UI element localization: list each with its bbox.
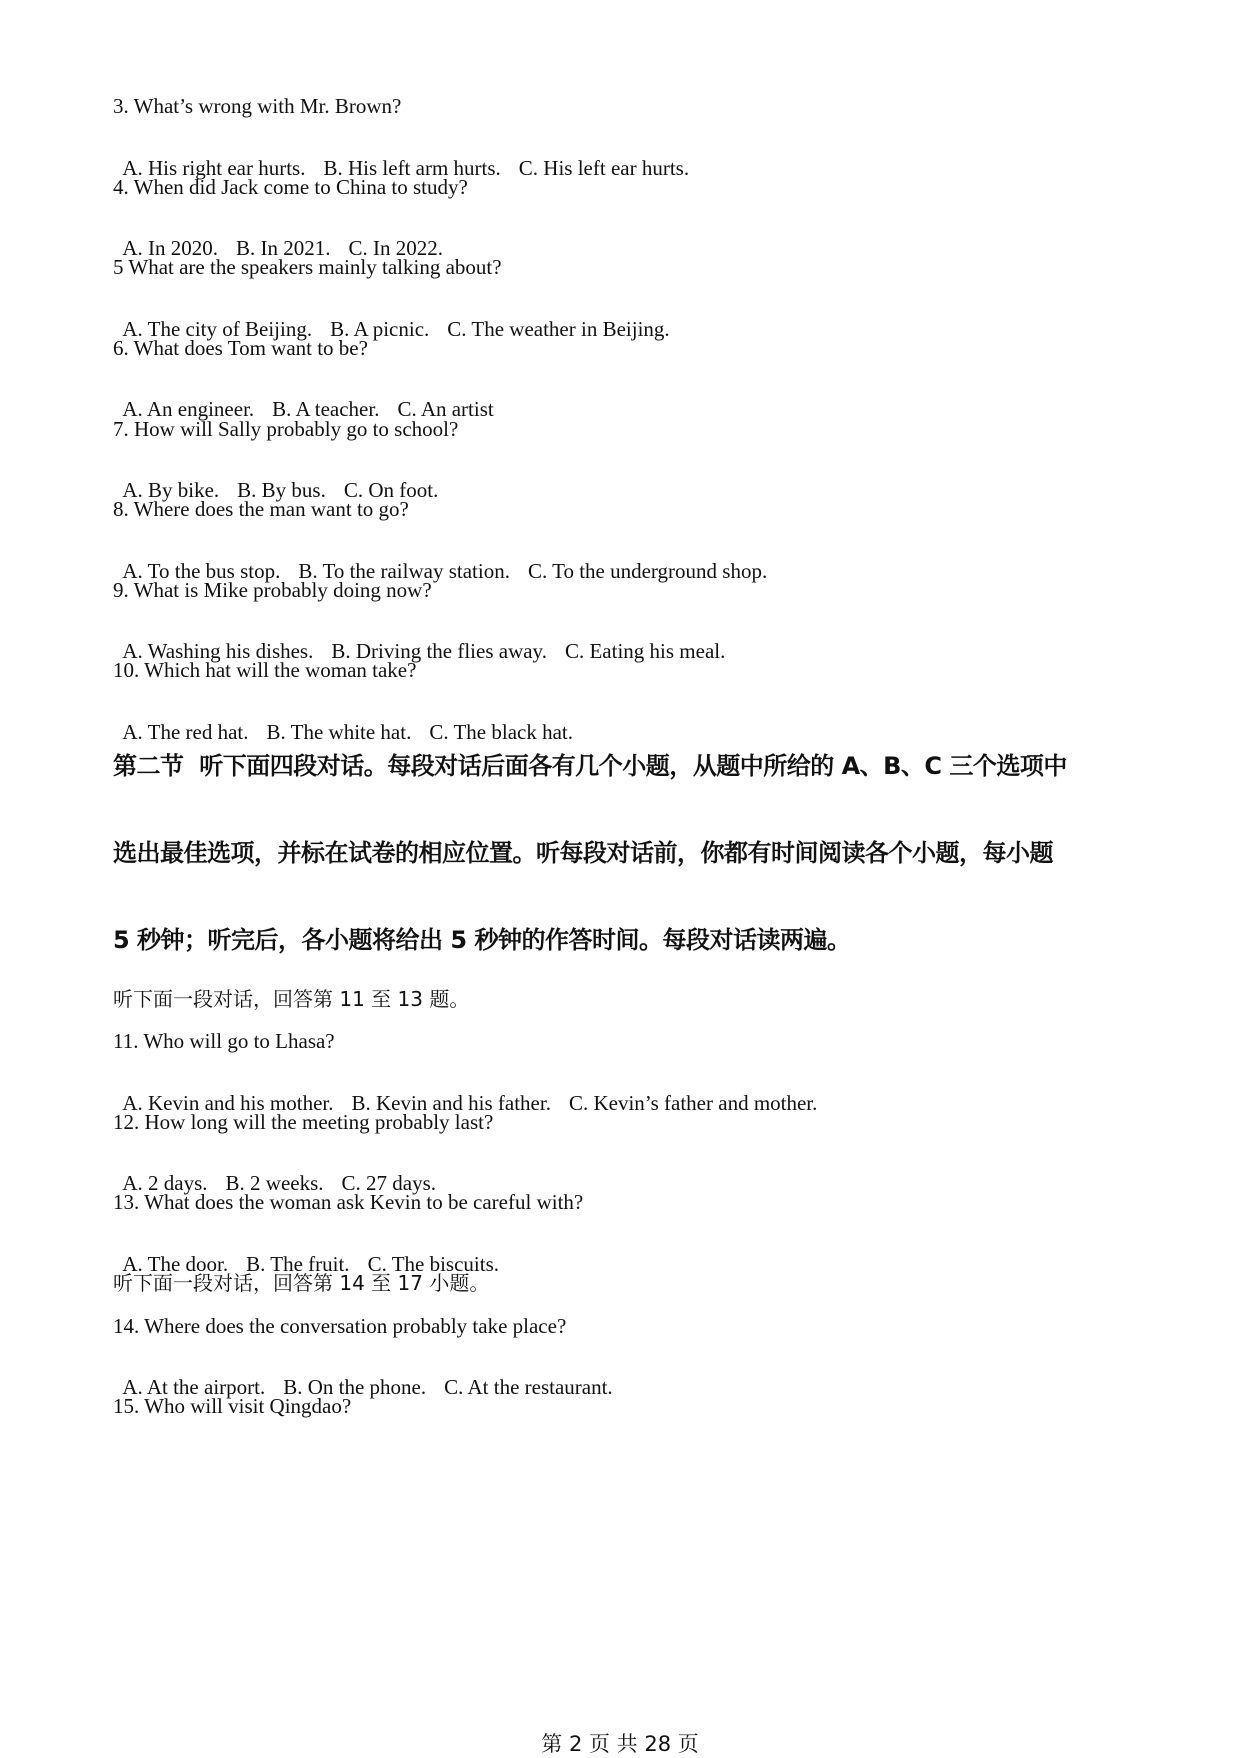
- options-10: [113, 701, 591, 743]
- option-c: C. To the underground shop.: [527, 559, 768, 583]
- option-b: B. His left arm hurts.: [323, 156, 501, 180]
- option-b: B. The fruit.: [246, 1252, 350, 1276]
- option-b: B. By bus.: [237, 478, 326, 502]
- option-a: A. The red hat.: [122, 720, 249, 744]
- options-13: [113, 1233, 517, 1275]
- question-8: 8. Where does the man want to go?: [113, 497, 409, 521]
- option-a: A. 2 days.: [122, 1171, 208, 1195]
- question-4: 4. When did Jack come to China to study?: [113, 175, 468, 199]
- option-a: A. To the bus stop.: [122, 559, 281, 583]
- option-b: B. To the railway station.: [298, 559, 510, 583]
- option-c: C. His left ear hurts.: [518, 156, 690, 180]
- option-a: A. The city of Beijing.: [122, 317, 313, 341]
- options-5: [113, 298, 688, 340]
- question-15: 15. Who will visit Qingdao?: [113, 1394, 352, 1418]
- question-7: 7. How will Sally probably go to school?: [113, 417, 459, 441]
- options-9: [113, 620, 743, 662]
- option-b: B. In 2021.: [236, 236, 331, 260]
- option-b: B. 2 weeks.: [225, 1171, 324, 1195]
- option-b: B. A picnic.: [330, 317, 430, 341]
- option-b: B. A teacher.: [272, 397, 380, 421]
- question-13: 13. What does the woman ask Kevin to be careful with?: [113, 1190, 584, 1214]
- options-7: [113, 459, 456, 501]
- options-3: [113, 137, 707, 179]
- section2-heading-line-1: 第二节 听下面四段对话。每段对话后面各有几个小题，从题中所给的 A、B、C 三个选项中: [113, 752, 1067, 780]
- option-b: B. On the phone.: [283, 1375, 427, 1399]
- question-11: 11. Who will go to Lhasa?: [113, 1029, 335, 1053]
- page-number-footer: 第 2 页 共 28 页: [541, 1732, 699, 1756]
- option-b: B. The white hat.: [266, 720, 412, 744]
- options-6: [113, 378, 512, 420]
- option-a: A. Kevin and his mother.: [122, 1091, 334, 1115]
- option-c: C. Kevin’s father and mother.: [568, 1091, 818, 1115]
- option-c: C. The weather in Beijing.: [447, 317, 670, 341]
- options-12: [113, 1152, 454, 1194]
- option-a: A. In 2020.: [122, 236, 219, 260]
- option-b: B. Kevin and his father.: [351, 1091, 551, 1115]
- option-a: A. The door.: [122, 1252, 229, 1276]
- option-c: C. An artist: [397, 397, 494, 421]
- option-c: C. At the restaurant.: [444, 1375, 613, 1399]
- option-c: C. The biscuits.: [367, 1252, 500, 1276]
- option-a: A. His right ear hurts.: [122, 156, 306, 180]
- option-c: C. In 2022.: [348, 236, 444, 260]
- dialogue1-instruction: 听下面一段对话，回答第 11 至 13 题。: [113, 987, 470, 1011]
- options-14: [113, 1356, 631, 1398]
- question-12: 12. How long will the meeting probably last?: [113, 1110, 494, 1134]
- options-4: [113, 217, 461, 259]
- options-8: [113, 540, 785, 582]
- option-b: B. Driving the flies away.: [331, 639, 547, 663]
- option-c: C. Eating his meal.: [564, 639, 726, 663]
- options-11: [113, 1072, 835, 1114]
- section2-heading-line-3: 5 秒钟；听完后，各小题将给出 5 秒钟的作答时间。每段对话读两遍。: [113, 926, 851, 954]
- question-14: 14. Where does the conversation probably take place?: [113, 1314, 567, 1338]
- question-10: 10. Which hat will the woman take?: [113, 658, 417, 682]
- question-6: 6. What does Tom want to be?: [113, 336, 368, 360]
- option-a: A. Washing his dishes.: [122, 639, 314, 663]
- dialogue2-instruction: 听下面一段对话，回答第 14 至 17 小题。: [113, 1271, 490, 1295]
- option-a: A. By bike.: [122, 478, 220, 502]
- option-a: A. An engineer.: [122, 397, 255, 421]
- option-a: A. At the airport.: [122, 1375, 266, 1399]
- option-c: C. The black hat.: [429, 720, 574, 744]
- option-c: C. 27 days.: [341, 1171, 437, 1195]
- section2-heading-line-2: 选出最佳选项，并标在试卷的相应位置。听每段对话前，你都有时间阅读各个小题，每小题: [113, 839, 1053, 867]
- question-5: 5 What are the speakers mainly talking about?: [113, 255, 502, 279]
- question-3: 3. What’s wrong with Mr. Brown?: [113, 94, 402, 118]
- option-c: C. On foot.: [343, 478, 439, 502]
- question-9: 9. What is Mike probably doing now?: [113, 578, 432, 602]
